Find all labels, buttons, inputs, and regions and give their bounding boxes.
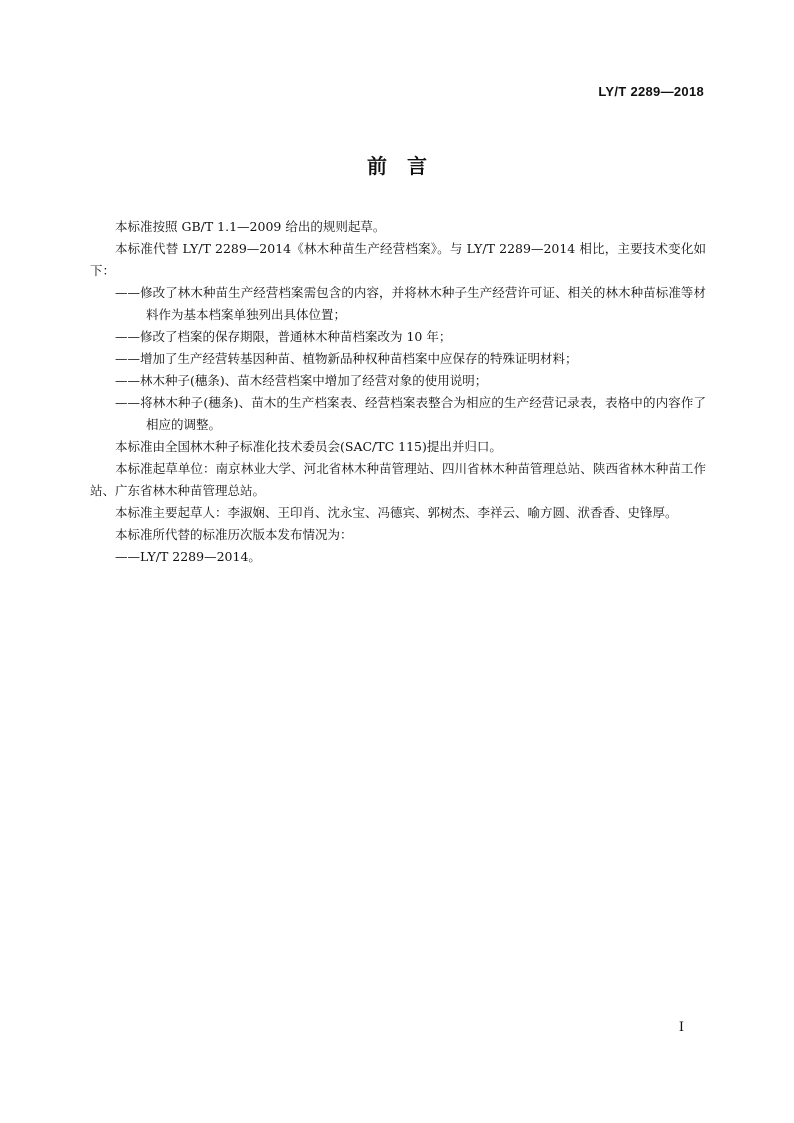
paragraph-drafting-rules: 本标准按照 GB/T 1.1—2009 给出的规则起草。 (115, 219, 386, 234)
paragraph-drafting-units: 本标准起草单位：南京林业大学、河北省林木种苗管理站、四川省林木种苗管理总站、陕西省林木种苗工作站、广东省林木种苗管理总站。 (90, 461, 706, 498)
change-item: ——修改了档案的保存期限，普通林木种苗档案改为 10 年； (115, 329, 452, 344)
paragraph-proposer: 本标准由全国林木种子标准化技术委员会(SAC/TC 115)提出并归口。 (115, 439, 502, 454)
change-item: ——将林木种子(穗条)、苗木的生产档案表、经营档案表整合为相应的生产经营记录表，表格中的内容作了相应的调整。 (115, 395, 706, 432)
foreword-body (90, 216, 706, 568)
page-number: I (678, 1020, 684, 1035)
page-title: 前 言 (367, 154, 427, 178)
change-item: ——修改了林木种苗生产经营档案需包含的内容，并将林木种子生产经营许可证、相关的林木种苗标准等材料作为基本档案单独列出具体位置； (115, 285, 706, 322)
paragraph-history-intro: 本标准所代替的标准历次版本发布情况为： (115, 527, 353, 542)
paragraph-drafters: 本标准主要起草人：李淑娴、王印肖、沈永宝、冯德宾、郭树杰、李祥云、喻方圆、洑香香、史锋厚。 (115, 505, 678, 520)
standard-code: LY/T 2289—2018 (598, 84, 704, 99)
change-item: ——林木种子(穗条)、苗木经营档案中增加了经营对象的使用说明； (115, 373, 488, 388)
change-item: ——增加了生产经营转基因种苗、植物新品种权种苗档案中应保存的特殊证明材料； (115, 351, 578, 366)
paragraph-replacement: 本标准代替 LY/T 2289—2014《林木种苗生产经营档案》。与 LY/T 2289—2014 相比，主要技术变化如下： (90, 241, 706, 278)
history-item: ——LY/T 2289—2014。 (115, 549, 261, 564)
